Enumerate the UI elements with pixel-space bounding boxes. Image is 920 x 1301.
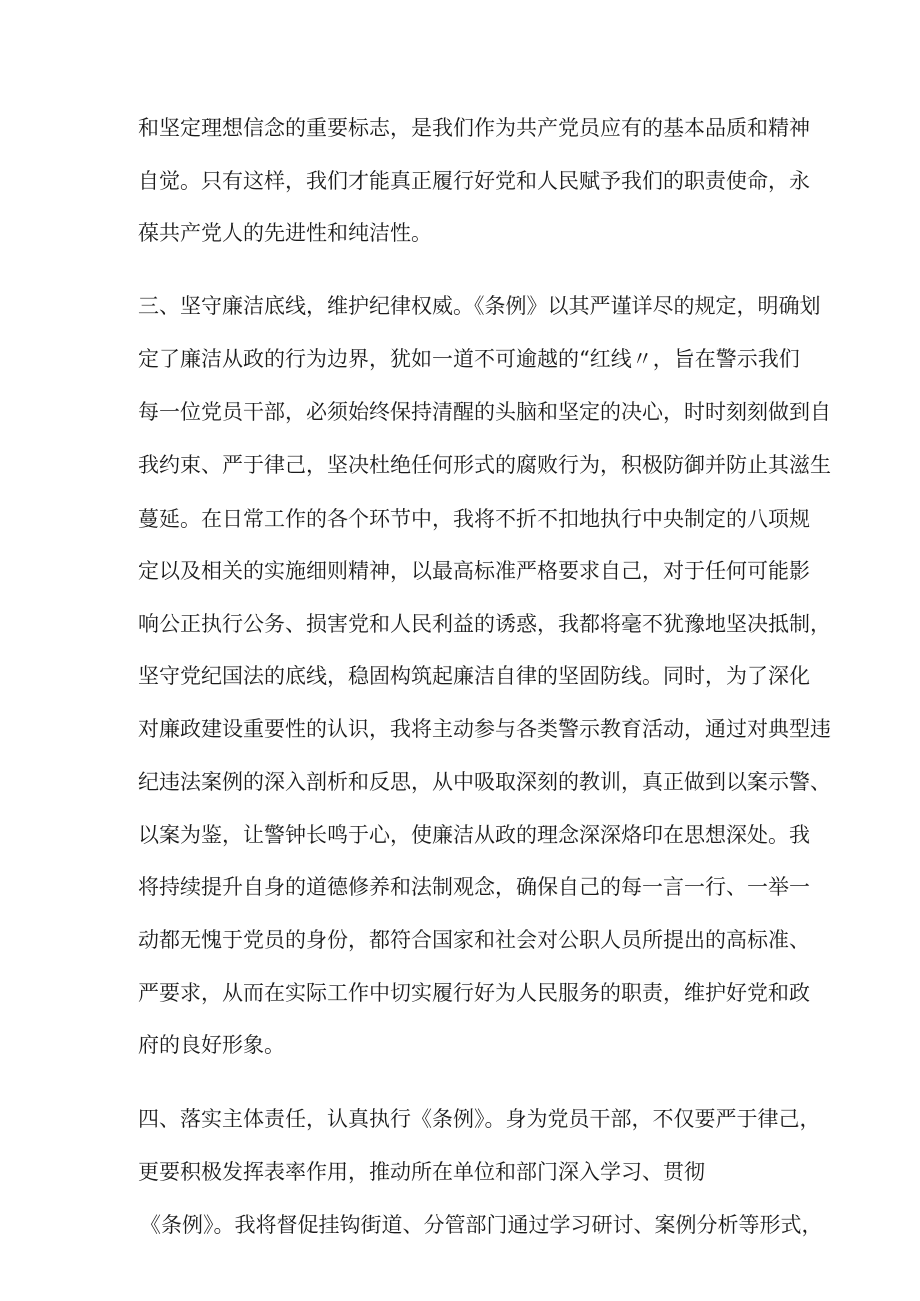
text-line: 蔓延。在日常工作的各个环节中，我将不折不扣地执行中央制定的八项规 [138,507,810,531]
text-line: 将持续提升自身的道德修养和法制观念，确保自己的每一言一行、一举一 [138,875,810,899]
text-line: 自觉。只有这样，我们才能真正履行好党和人民赋予我们的职责使命，永 [138,169,810,193]
text-line: 定以及相关的实施细则精神，以最高标准严格要求自己，对于任何可能影 [138,559,810,583]
text-line: 严要求，从而在实际工作中切实履行好为人民服务的职责，维护好党和政 [138,981,810,1005]
text-line: 响公正执行公务、损害党和人民利益的诱惑，我都将毫不犹豫地坚决抵制， [138,612,831,636]
section-4-heading-line: 四、落实主体责任，认真执行《条例》。身为党员干部，不仅要严于律己， [138,1107,821,1131]
text-line: 《条例》。我将督促挂钩街道、分管部门通过学习研讨、案例分析等形式， [140,1213,823,1237]
text-line: 定了廉洁从政的行为边界，犹如一道不可逾越的“红线〃，旨在警示我们 [138,347,800,371]
text-line: 坚守党纪国法的底线，稳固构筑起廉洁自律的坚固防线。同时，为了深化 [138,664,810,688]
text-line: 每一位党员干部，必须始终保持清醒的头脑和坚定的决心，时时刻刻做到自 [138,400,831,424]
text-line: 以案为鉴，让警钟长鸣于心，使廉洁从政的理念深深烙印在思想深处。我 [138,823,810,847]
text-line: 纪违法案例的深入剖析和反思，从中吸取深刻的教训，真正做到以案示警、 [138,770,831,794]
text-line: 对廉政建设重要性的认识，我将主动参与各类警示教育活动，通过对典型违 [138,717,831,741]
text-line: 葆共产党人的先进性和纯洁性。 [138,221,432,245]
text-line: 和坚定理想信念的重要标志，是我们作为共产党员应有的基本品质和精神 [138,116,810,140]
text-line: 府的良好形象。 [138,1033,285,1057]
text-line: 我约束、严于律己，坚决杜绝任何形式的腐败行为，积极防御并防止其滋生 [138,453,831,477]
text-line: 动都无愧于党员的身份，都符合国家和社会对公职人员所提出的高标准、 [138,928,810,952]
section-3-heading-line: 三、坚守廉洁底线，维护纪律权威。《条例》以其严谨详尽的规定，明确划 [138,294,821,318]
text-line: 更要积极发挥表率作用，推动所在单位和部门深入学习、贯彻 [138,1160,705,1184]
